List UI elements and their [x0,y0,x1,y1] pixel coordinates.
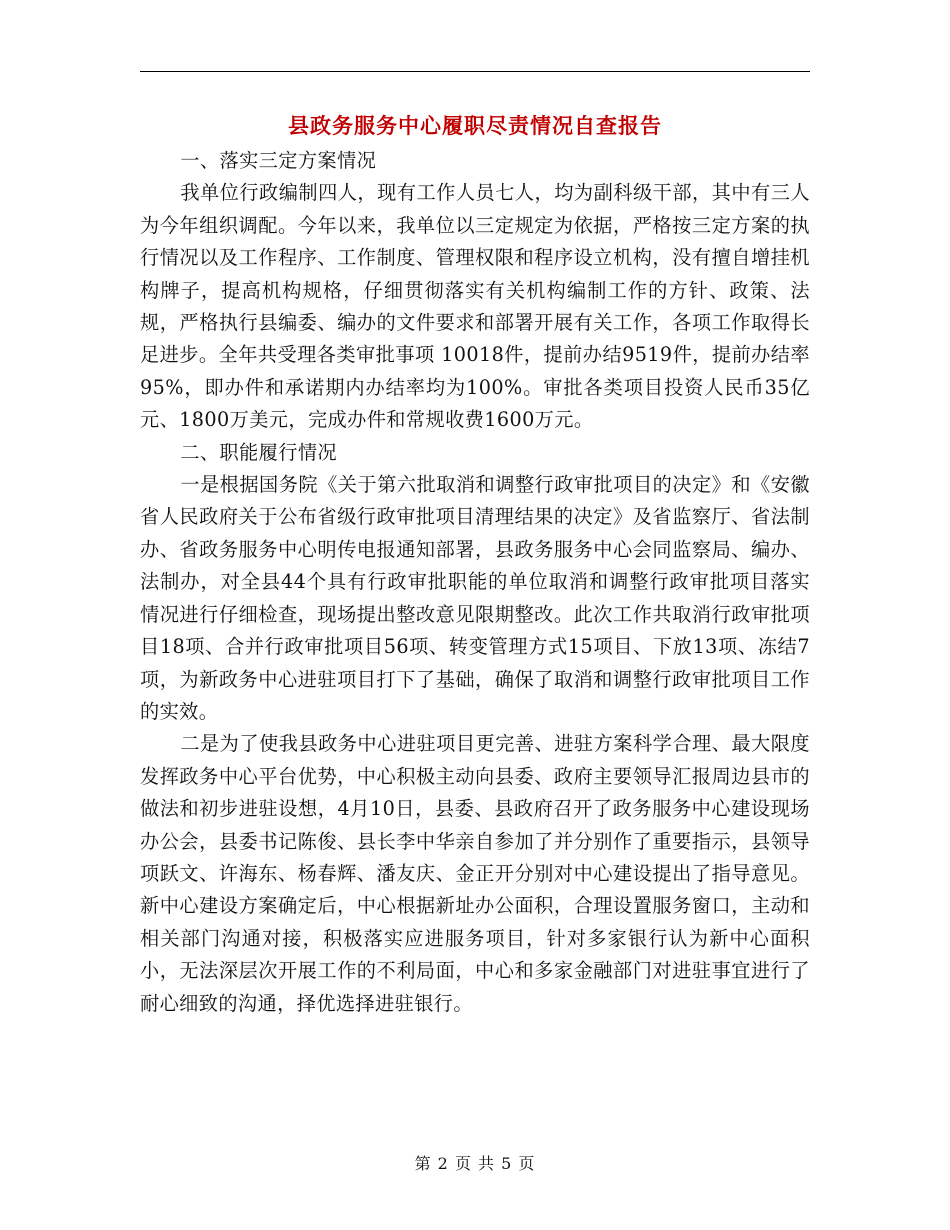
paragraph-staffing: 我单位行政编制四人，现有工作人员七人，均为副科级干部，其中有三人为今年组织调配。今年以来，我单位以三定规定为依据，严格按三定方案的执行情况以及工作程序、工作制度、管理权限和程序设立机构，没有擅自增挂机构牌子，提高机构规格，仔细贯彻落实有关机构编制工作的方针、政策、法规，严格执行县编委、编办的文件要求和部署开展有关工作，各项工作取得长足进步。全年共受理各类审批事项 10018件，提前办结9519件，提前办结率95%，即办件和承诺期内办结率均为100%。审批各类项目投资人民币35亿元、1800万美元，完成办件和常规收费1600万元。 [140,181,810,432]
section-heading-1: 一、落实三定方案情况 [180,149,377,172]
document-title: 县政务服务中心履职尽责情况自查报告 [288,114,662,138]
paragraph-center-construction: 二是为了使我县政务中心进驻项目更完善、进驻方案科学合理、最大限度发挥政务中心平台优势，中心积极主动向县委、政府主要领导汇报周边县市的做法和初步进驻设想，4月10日，县委、县政府召开了政务服务中心建设现场办公会，县委书记陈俊、县长李中华亲自参加了并分别作了重要指示，县领导项跃文、许海东、杨春辉、潘友庆、金正开分别对中心建设提出了指导意见。新中心建设方案确定后，中心根据新址办公面积，合理设置服务窗口，主动和相关部门沟通对接，积极落实应进服务项目，针对多家银行认为新中心面积小，无法深层次开展工作的不利局面，中心和多家金融部门对进驻事宜进行了耐心细致的沟通，择优选择进驻银行。 [140,732,810,1015]
document-body [140,145,810,1020]
section-heading-2: 二、职能履行情况 [180,440,338,464]
page-number: 第 2 页 共 5 页 [414,1154,536,1173]
header-rule [140,71,810,72]
paragraph-approval-review: 一是根据国务院《关于第六批取消和调整行政审批项目的决定》和《安徽省人民政府关于公布省级行政审批项目清理结果的决定》及省监察厅、省法制办、省政务服务中心明传电报通知部署，县政务服务中心会同监察局、编办、法制办，对全县44个具有行政审批职能的单位取消和调整行政审批项目落实情况进行仔细检查，现场提出整改意见限期整改。此次工作共取消行政审批项目18项、合并行政审批项目56项、转变管理方式15项目、下放13项、冻结7项，为新政务中心进驻项目打下了基础，确保了取消和调整行政审批项目工作的实效。 [140,473,810,723]
